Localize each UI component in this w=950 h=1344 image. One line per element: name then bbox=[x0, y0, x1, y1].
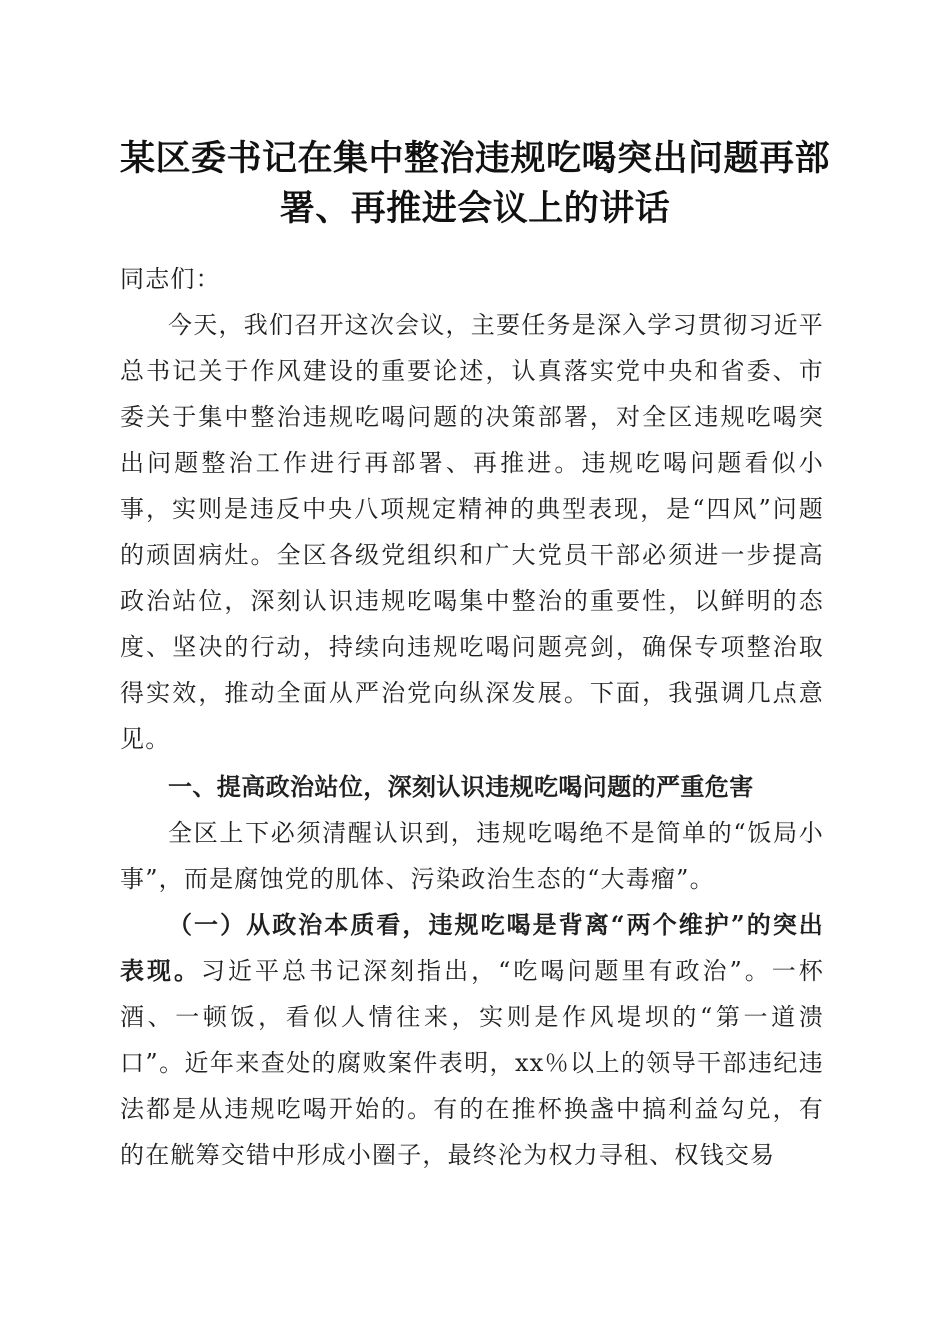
document-body bbox=[120, 256, 824, 1178]
intro-paragraph: 今天，我们召开这次会议，主要任务是深入学习贯彻习近平总书记关于作风建设的重要论述，认真落实党中央和省委、市委关于集中整治违规吃喝问题的决策部署，对全区违规吃喝突出问题整治工作进行再部署、再推进。违规吃喝问题看似小事，实则是违反中央八项规定精神的典型表现，是“四风”问题的顽固病灶。全区各级党组织和广大党员干部必须进一步提高政治站位，深刻认识违规吃喝集中整治的重要性，以鲜明的态度、坚决的行动，持续向违规吃喝问题亮剑，确保专项整治取得实效，推动全面从严治党向纵深发展。下面，我强调几点意见。 bbox=[120, 311, 824, 753]
section-heading-1: 一、提高政治站位，深刻认识违规吃喝问题的严重危害 bbox=[168, 773, 754, 801]
subsection-1-paragraph bbox=[120, 902, 824, 1178]
section-1-paragraph: 全区上下必须清醒认识到，违规吃喝绝不是简单的“饭局小事”，而是腐蚀党的肌体、污染政治生态的“大毒瘤”。 bbox=[120, 819, 824, 893]
salutation: 同志们： bbox=[120, 265, 221, 293]
document-title: 某区委书记在集中整治违规吃喝突出问题再部署、再推进会议上的讲话 bbox=[119, 138, 830, 229]
subsection-1-lead: （一）从政治本质看，违规吃喝是背离“两个维护”的突出表现。 bbox=[120, 910, 824, 985]
subsection-1-text: 习近平总书记深刻指出，“吃喝问题里有政治”。一杯酒、一顿饭，看似人情往来，实则是作风堤坝的“第一道溃口”。近年来查处的腐败案件表明，xx％以上的领导干部违纪违法都是从违规吃喝开始的。有的在推杯换盏中搞利益勾兑，有的在觥筹交错中形成小圈子，最终沦为权力寻租、权钱交易 bbox=[120, 957, 824, 1169]
